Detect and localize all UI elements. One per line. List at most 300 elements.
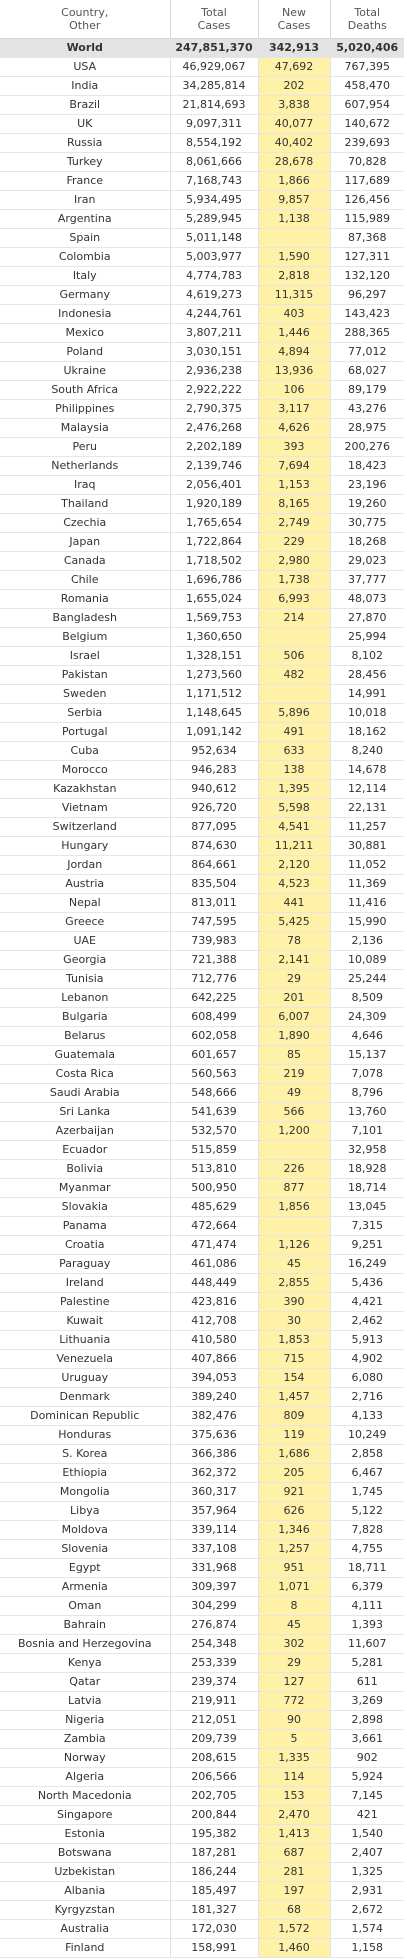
country-cell: S. Korea <box>0 1445 170 1464</box>
country-cell: Romania <box>0 590 170 609</box>
table-row <box>0 742 404 761</box>
new-cases-cell: 491 <box>258 723 330 742</box>
new-cases-cell: 393 <box>258 438 330 457</box>
country-cell: Dominican Republic <box>0 1407 170 1426</box>
table-row <box>0 1255 404 1274</box>
total-cases-cell: 362,372 <box>170 1464 258 1483</box>
total-deaths-cell: 11,257 <box>330 818 404 837</box>
total-deaths-cell: 1,540 <box>330 1825 404 1844</box>
new-cases-cell: 1,572 <box>258 1920 330 1939</box>
table-row <box>0 666 404 685</box>
new-cases-cell: 1,395 <box>258 780 330 799</box>
total-cases-cell: 394,053 <box>170 1369 258 1388</box>
table-row <box>0 1027 404 1046</box>
new-cases-cell: 13,936 <box>258 362 330 381</box>
total-cases-cell: 926,720 <box>170 799 258 818</box>
country-cell: Nigeria <box>0 1711 170 1730</box>
total-cases-cell: 3,030,151 <box>170 343 258 362</box>
country-cell: Czechia <box>0 514 170 533</box>
country-cell: India <box>0 77 170 96</box>
total-deaths-cell: 25,994 <box>330 628 404 647</box>
country-cell: Ecuador <box>0 1141 170 1160</box>
table-row <box>0 628 404 647</box>
total-cases-cell: 158,991 <box>170 1939 258 1958</box>
table-row <box>0 1046 404 1065</box>
column-header-total-deaths[interactable] <box>330 0 404 39</box>
new-cases-cell: 78 <box>258 932 330 951</box>
country-cell: Panama <box>0 1217 170 1236</box>
new-cases-cell: 877 <box>258 1179 330 1198</box>
table-row <box>0 438 404 457</box>
new-cases-cell: 626 <box>258 1502 330 1521</box>
total-cases-cell: 874,630 <box>170 837 258 856</box>
country-cell: Switzerland <box>0 818 170 837</box>
total-cases-cell: 1,091,142 <box>170 723 258 742</box>
total-cases-cell: 195,382 <box>170 1825 258 1844</box>
table-row <box>0 1274 404 1293</box>
total-deaths-cell: 1,393 <box>330 1616 404 1635</box>
country-cell: Costa Rica <box>0 1065 170 1084</box>
total-deaths-cell: 140,672 <box>330 115 404 134</box>
total-deaths-cell: 18,928 <box>330 1160 404 1179</box>
new-cases-cell: 138 <box>258 761 330 780</box>
table-row <box>0 1901 404 1920</box>
country-cell: Austria <box>0 875 170 894</box>
total-cases-cell: 5,934,495 <box>170 191 258 210</box>
table-row <box>0 1597 404 1616</box>
total-deaths-cell: 18,423 <box>330 457 404 476</box>
country-cell: Paraguay <box>0 1255 170 1274</box>
total-cases-cell: 172,030 <box>170 1920 258 1939</box>
table-row <box>0 58 404 77</box>
country-cell: Armenia <box>0 1578 170 1597</box>
country-cell: Moldova <box>0 1521 170 1540</box>
country-cell: Tunisia <box>0 970 170 989</box>
total-deaths-cell: 68,027 <box>330 362 404 381</box>
table-row <box>0 343 404 362</box>
total-deaths-cell: 7,101 <box>330 1122 404 1141</box>
country-cell: Mongolia <box>0 1483 170 1502</box>
total-cases-cell: 206,566 <box>170 1768 258 1787</box>
country-cell: Chile <box>0 571 170 590</box>
total-cases-cell: 4,244,761 <box>170 305 258 324</box>
new-cases-cell <box>258 685 330 704</box>
new-cases-cell: 921 <box>258 1483 330 1502</box>
table-row <box>0 1673 404 1692</box>
total-deaths-cell: 6,467 <box>330 1464 404 1483</box>
total-cases-cell: 952,634 <box>170 742 258 761</box>
new-cases-cell: 3,838 <box>258 96 330 115</box>
country-cell: Peru <box>0 438 170 457</box>
new-cases-cell: 11,211 <box>258 837 330 856</box>
total-cases-cell: 253,339 <box>170 1654 258 1673</box>
country-cell: Bahrain <box>0 1616 170 1635</box>
country-cell: Botswana <box>0 1844 170 1863</box>
table-row <box>0 1293 404 1312</box>
country-cell: Argentina <box>0 210 170 229</box>
total-deaths-cell: 8,509 <box>330 989 404 1008</box>
table-row <box>0 1749 404 1768</box>
total-deaths-cell: 1,745 <box>330 1483 404 1502</box>
country-cell: Bulgaria <box>0 1008 170 1027</box>
total-cases-cell: 813,011 <box>170 894 258 913</box>
new-cases-cell: 4,626 <box>258 419 330 438</box>
total-cases-cell: 472,664 <box>170 1217 258 1236</box>
total-deaths-cell: 2,716 <box>330 1388 404 1407</box>
new-cases-cell: 29 <box>258 970 330 989</box>
new-cases-cell: 281 <box>258 1863 330 1882</box>
header-line: Cases <box>277 19 311 32</box>
table-row <box>0 1711 404 1730</box>
table-row <box>0 932 404 951</box>
new-cases-cell: 1,853 <box>258 1331 330 1350</box>
table-body <box>0 39 404 1958</box>
table-row <box>0 571 404 590</box>
table-row <box>0 248 404 267</box>
total-deaths-cell: 1,574 <box>330 1920 404 1939</box>
new-cases-cell: 1,071 <box>258 1578 330 1597</box>
new-cases-cell: 1,890 <box>258 1027 330 1046</box>
total-deaths-cell: 4,755 <box>330 1540 404 1559</box>
country-cell: Sri Lanka <box>0 1103 170 1122</box>
total-deaths-cell: 288,365 <box>330 324 404 343</box>
country-cell: Estonia <box>0 1825 170 1844</box>
table-row <box>0 210 404 229</box>
total-deaths-cell: 4,133 <box>330 1407 404 1426</box>
total-cases-cell: 835,504 <box>170 875 258 894</box>
country-cell: Singapore <box>0 1806 170 1825</box>
total-cases-cell: 1,696,786 <box>170 571 258 590</box>
new-cases-cell: 30 <box>258 1312 330 1331</box>
country-cell: Australia <box>0 1920 170 1939</box>
total-deaths-cell: 5,924 <box>330 1768 404 1787</box>
table-row <box>0 115 404 134</box>
table-row <box>0 1426 404 1445</box>
table-row <box>0 1787 404 1806</box>
country-cell: Oman <box>0 1597 170 1616</box>
new-cases-cell: 1,460 <box>258 1939 330 1958</box>
table-row <box>0 457 404 476</box>
total-deaths-cell: 767,395 <box>330 58 404 77</box>
new-cases-cell: 1,153 <box>258 476 330 495</box>
total-deaths-cell: 5,122 <box>330 1502 404 1521</box>
header-line: Other <box>69 19 101 32</box>
country-cell: Bangladesh <box>0 609 170 628</box>
country-cell: Vietnam <box>0 799 170 818</box>
total-cases-cell: 34,285,814 <box>170 77 258 96</box>
table-row <box>0 970 404 989</box>
total-deaths-cell: 2,672 <box>330 1901 404 1920</box>
country-cell: Pakistan <box>0 666 170 685</box>
new-cases-cell: 302 <box>258 1635 330 1654</box>
total-cases-cell: 309,397 <box>170 1578 258 1597</box>
country-cell: Sweden <box>0 685 170 704</box>
table-row <box>0 913 404 932</box>
total-deaths-cell: 14,991 <box>330 685 404 704</box>
table-row <box>0 1502 404 1521</box>
table-row <box>0 1483 404 1502</box>
new-cases-cell: 951 <box>258 1559 330 1578</box>
country-cell: Indonesia <box>0 305 170 324</box>
country-cell: France <box>0 172 170 191</box>
total-cases-cell: 208,615 <box>170 1749 258 1768</box>
table-row <box>0 1825 404 1844</box>
total-cases-cell: 541,639 <box>170 1103 258 1122</box>
total-deaths-cell: 14,678 <box>330 761 404 780</box>
total-deaths-cell: 7,315 <box>330 1217 404 1236</box>
table-row <box>0 1445 404 1464</box>
new-cases-cell: 40,077 <box>258 115 330 134</box>
country-cell: Libya <box>0 1502 170 1521</box>
new-cases-cell: 90 <box>258 1711 330 1730</box>
table-row <box>0 134 404 153</box>
country-cell: Japan <box>0 533 170 552</box>
country-cell: Honduras <box>0 1426 170 1445</box>
new-cases-cell: 201 <box>258 989 330 1008</box>
total-deaths-cell: 28,456 <box>330 666 404 685</box>
total-deaths-cell: 24,309 <box>330 1008 404 1027</box>
country-cell: Portugal <box>0 723 170 742</box>
header-line: Cases <box>197 19 231 32</box>
total-cases-cell: 7,168,743 <box>170 172 258 191</box>
new-cases-cell: 8 <box>258 1597 330 1616</box>
new-cases-cell: 1,413 <box>258 1825 330 1844</box>
new-cases-cell: 11,315 <box>258 286 330 305</box>
country-cell: Malaysia <box>0 419 170 438</box>
total-deaths-cell: 2,407 <box>330 1844 404 1863</box>
country-cell: Qatar <box>0 1673 170 1692</box>
new-cases-cell: 1,866 <box>258 172 330 191</box>
total-deaths-cell: 37,777 <box>330 571 404 590</box>
country-cell: Algeria <box>0 1768 170 1787</box>
total-cases-cell: 471,474 <box>170 1236 258 1255</box>
total-deaths-cell: 18,714 <box>330 1179 404 1198</box>
new-cases-cell: 202 <box>258 77 330 96</box>
country-cell: Lebanon <box>0 989 170 1008</box>
world-total-row <box>0 39 404 58</box>
new-cases-cell: 403 <box>258 305 330 324</box>
new-cases-cell <box>258 1141 330 1160</box>
table-row <box>0 609 404 628</box>
total-cases-cell: 209,739 <box>170 1730 258 1749</box>
new-cases-cell: 633 <box>258 742 330 761</box>
total-deaths-cell: 27,870 <box>330 609 404 628</box>
total-deaths-cell: 458,470 <box>330 77 404 96</box>
country-cell: Bolivia <box>0 1160 170 1179</box>
new-cases-cell: 772 <box>258 1692 330 1711</box>
new-cases-cell: 1,856 <box>258 1198 330 1217</box>
total-deaths-cell: 10,249 <box>330 1426 404 1445</box>
table-row <box>0 1768 404 1787</box>
total-cases-cell: 4,619,273 <box>170 286 258 305</box>
total-deaths-cell: 4,111 <box>330 1597 404 1616</box>
total-deaths-cell: 8,796 <box>330 1084 404 1103</box>
country-cell: Greece <box>0 913 170 932</box>
table-row <box>0 989 404 1008</box>
table-row <box>0 419 404 438</box>
total-cases-cell: 515,859 <box>170 1141 258 1160</box>
country-cell: Netherlands <box>0 457 170 476</box>
country-cell: Germany <box>0 286 170 305</box>
total-deaths-cell: 6,379 <box>330 1578 404 1597</box>
column-header-total-cases[interactable] <box>170 0 258 39</box>
table-row <box>0 1198 404 1217</box>
new-cases-cell: 1,446 <box>258 324 330 343</box>
new-cases-cell: 4,541 <box>258 818 330 837</box>
total-deaths-cell: 4,646 <box>330 1027 404 1046</box>
country-cell: Mexico <box>0 324 170 343</box>
total-cases-cell: 423,816 <box>170 1293 258 1312</box>
new-cases-cell: 197 <box>258 1882 330 1901</box>
total-deaths-cell: 10,089 <box>330 951 404 970</box>
table-row <box>0 191 404 210</box>
column-header-country[interactable] <box>0 0 170 39</box>
country-cell: Azerbaijan <box>0 1122 170 1141</box>
total-deaths-cell: 7,078 <box>330 1065 404 1084</box>
table-row <box>0 1559 404 1578</box>
country-cell: Kenya <box>0 1654 170 1673</box>
new-cases-cell: 3,117 <box>258 400 330 419</box>
country-cell: Ethiopia <box>0 1464 170 1483</box>
table-row <box>0 153 404 172</box>
new-cases-cell: 205 <box>258 1464 330 1483</box>
new-cases-cell: 1,346 <box>258 1521 330 1540</box>
total-cases-cell: 21,814,693 <box>170 96 258 115</box>
total-cases-cell: 9,097,311 <box>170 115 258 134</box>
country-cell: Iran <box>0 191 170 210</box>
new-cases-cell: 1,738 <box>258 571 330 590</box>
total-cases-cell: 357,964 <box>170 1502 258 1521</box>
total-cases-cell: 602,058 <box>170 1027 258 1046</box>
table-row <box>0 590 404 609</box>
country-cell: Belgium <box>0 628 170 647</box>
country-cell: North Macedonia <box>0 1787 170 1806</box>
country-cell: Ukraine <box>0 362 170 381</box>
table-row <box>0 1407 404 1426</box>
new-cases-cell: 5,598 <box>258 799 330 818</box>
country-cell: Brazil <box>0 96 170 115</box>
table-row <box>0 1122 404 1141</box>
table-row <box>0 96 404 115</box>
total-cases-cell: 185,497 <box>170 1882 258 1901</box>
total-deaths-cell: 11,607 <box>330 1635 404 1654</box>
total-deaths-cell: 15,990 <box>330 913 404 932</box>
new-cases-cell: 5,425 <box>258 913 330 932</box>
header-line: New <box>282 6 306 19</box>
total-deaths-cell: 4,421 <box>330 1293 404 1312</box>
total-deaths-cell: 11,416 <box>330 894 404 913</box>
total-cases-cell: 5,011,148 <box>170 229 258 248</box>
table-row <box>0 1882 404 1901</box>
total-cases-cell: 375,636 <box>170 1426 258 1445</box>
table-row <box>0 172 404 191</box>
total-deaths-cell: 143,423 <box>330 305 404 324</box>
new-cases-cell: 154 <box>258 1369 330 1388</box>
table-row <box>0 1350 404 1369</box>
country-cell: Guatemala <box>0 1046 170 1065</box>
total-deaths-cell: 11,369 <box>330 875 404 894</box>
new-cases-cell: 6,993 <box>258 590 330 609</box>
new-cases-cell: 1,138 <box>258 210 330 229</box>
total-deaths-cell: 3,661 <box>330 1730 404 1749</box>
table-row <box>0 1008 404 1027</box>
table-row <box>0 685 404 704</box>
total-deaths-cell: 28,975 <box>330 419 404 438</box>
new-cases-cell: 1,335 <box>258 1749 330 1768</box>
country-cell: Zambia <box>0 1730 170 1749</box>
total-deaths-cell: 115,989 <box>330 210 404 229</box>
total-cases-cell: 946,283 <box>170 761 258 780</box>
table-row <box>0 1920 404 1939</box>
total-cases-cell: 2,476,268 <box>170 419 258 438</box>
new-cases-cell: 8,165 <box>258 495 330 514</box>
new-cases-cell: 7,694 <box>258 457 330 476</box>
new-cases-cell: 566 <box>258 1103 330 1122</box>
table-row <box>0 324 404 343</box>
total-deaths-cell: 2,462 <box>330 1312 404 1331</box>
country-cell: Russia <box>0 134 170 153</box>
table-row <box>0 267 404 286</box>
new-cases-cell: 482 <box>258 666 330 685</box>
total-cases-cell: 187,281 <box>170 1844 258 1863</box>
total-cases-cell: 254,348 <box>170 1635 258 1654</box>
total-cases-cell: 382,476 <box>170 1407 258 1426</box>
table-row <box>0 837 404 856</box>
header-line: Country, <box>61 6 109 19</box>
total-cases-cell: 608,499 <box>170 1008 258 1027</box>
total-cases-cell: 5,289,945 <box>170 210 258 229</box>
total-cases-cell: 548,666 <box>170 1084 258 1103</box>
total-cases-cell: 410,580 <box>170 1331 258 1350</box>
total-deaths-cell: 9,251 <box>330 1236 404 1255</box>
total-deaths-cell: 96,297 <box>330 286 404 305</box>
table-row <box>0 1730 404 1749</box>
total-deaths-cell: 8,102 <box>330 647 404 666</box>
new-cases-cell: 106 <box>258 381 330 400</box>
total-deaths-cell: 18,268 <box>330 533 404 552</box>
country-cell: Uruguay <box>0 1369 170 1388</box>
total-deaths-cell: 70,828 <box>330 153 404 172</box>
total-deaths-cell: 607,954 <box>330 96 404 115</box>
table-row <box>0 1654 404 1673</box>
total-deaths-cell: 25,244 <box>330 970 404 989</box>
new-cases-cell: 28,678 <box>258 153 330 172</box>
total-deaths-cell: 32,958 <box>330 1141 404 1160</box>
total-deaths-cell: 29,023 <box>330 552 404 571</box>
total-cases-cell: 2,936,238 <box>170 362 258 381</box>
country-cell: Colombia <box>0 248 170 267</box>
total-deaths-cell: 10,018 <box>330 704 404 723</box>
total-cases-cell: 1,722,864 <box>170 533 258 552</box>
new-cases-cell: 687 <box>258 1844 330 1863</box>
table-row <box>0 1369 404 1388</box>
total-deaths-cell: 7,828 <box>330 1521 404 1540</box>
country-cell: Spain <box>0 229 170 248</box>
total-cases-cell: 276,874 <box>170 1616 258 1635</box>
total-deaths-cell: 4,902 <box>330 1350 404 1369</box>
column-header-new-cases[interactable] <box>258 0 330 39</box>
total-cases-cell: 304,299 <box>170 1597 258 1616</box>
total-cases-cell: 601,657 <box>170 1046 258 1065</box>
total-cases-cell: 532,570 <box>170 1122 258 1141</box>
country-cell: Bosnia and Herzegovina <box>0 1635 170 1654</box>
table-row <box>0 1540 404 1559</box>
total-cases-cell: 642,225 <box>170 989 258 1008</box>
total-cases-cell: 1,655,024 <box>170 590 258 609</box>
total-cases-cell: 940,612 <box>170 780 258 799</box>
new-cases-cell: 219 <box>258 1065 330 1084</box>
country-cell: Kuwait <box>0 1312 170 1331</box>
